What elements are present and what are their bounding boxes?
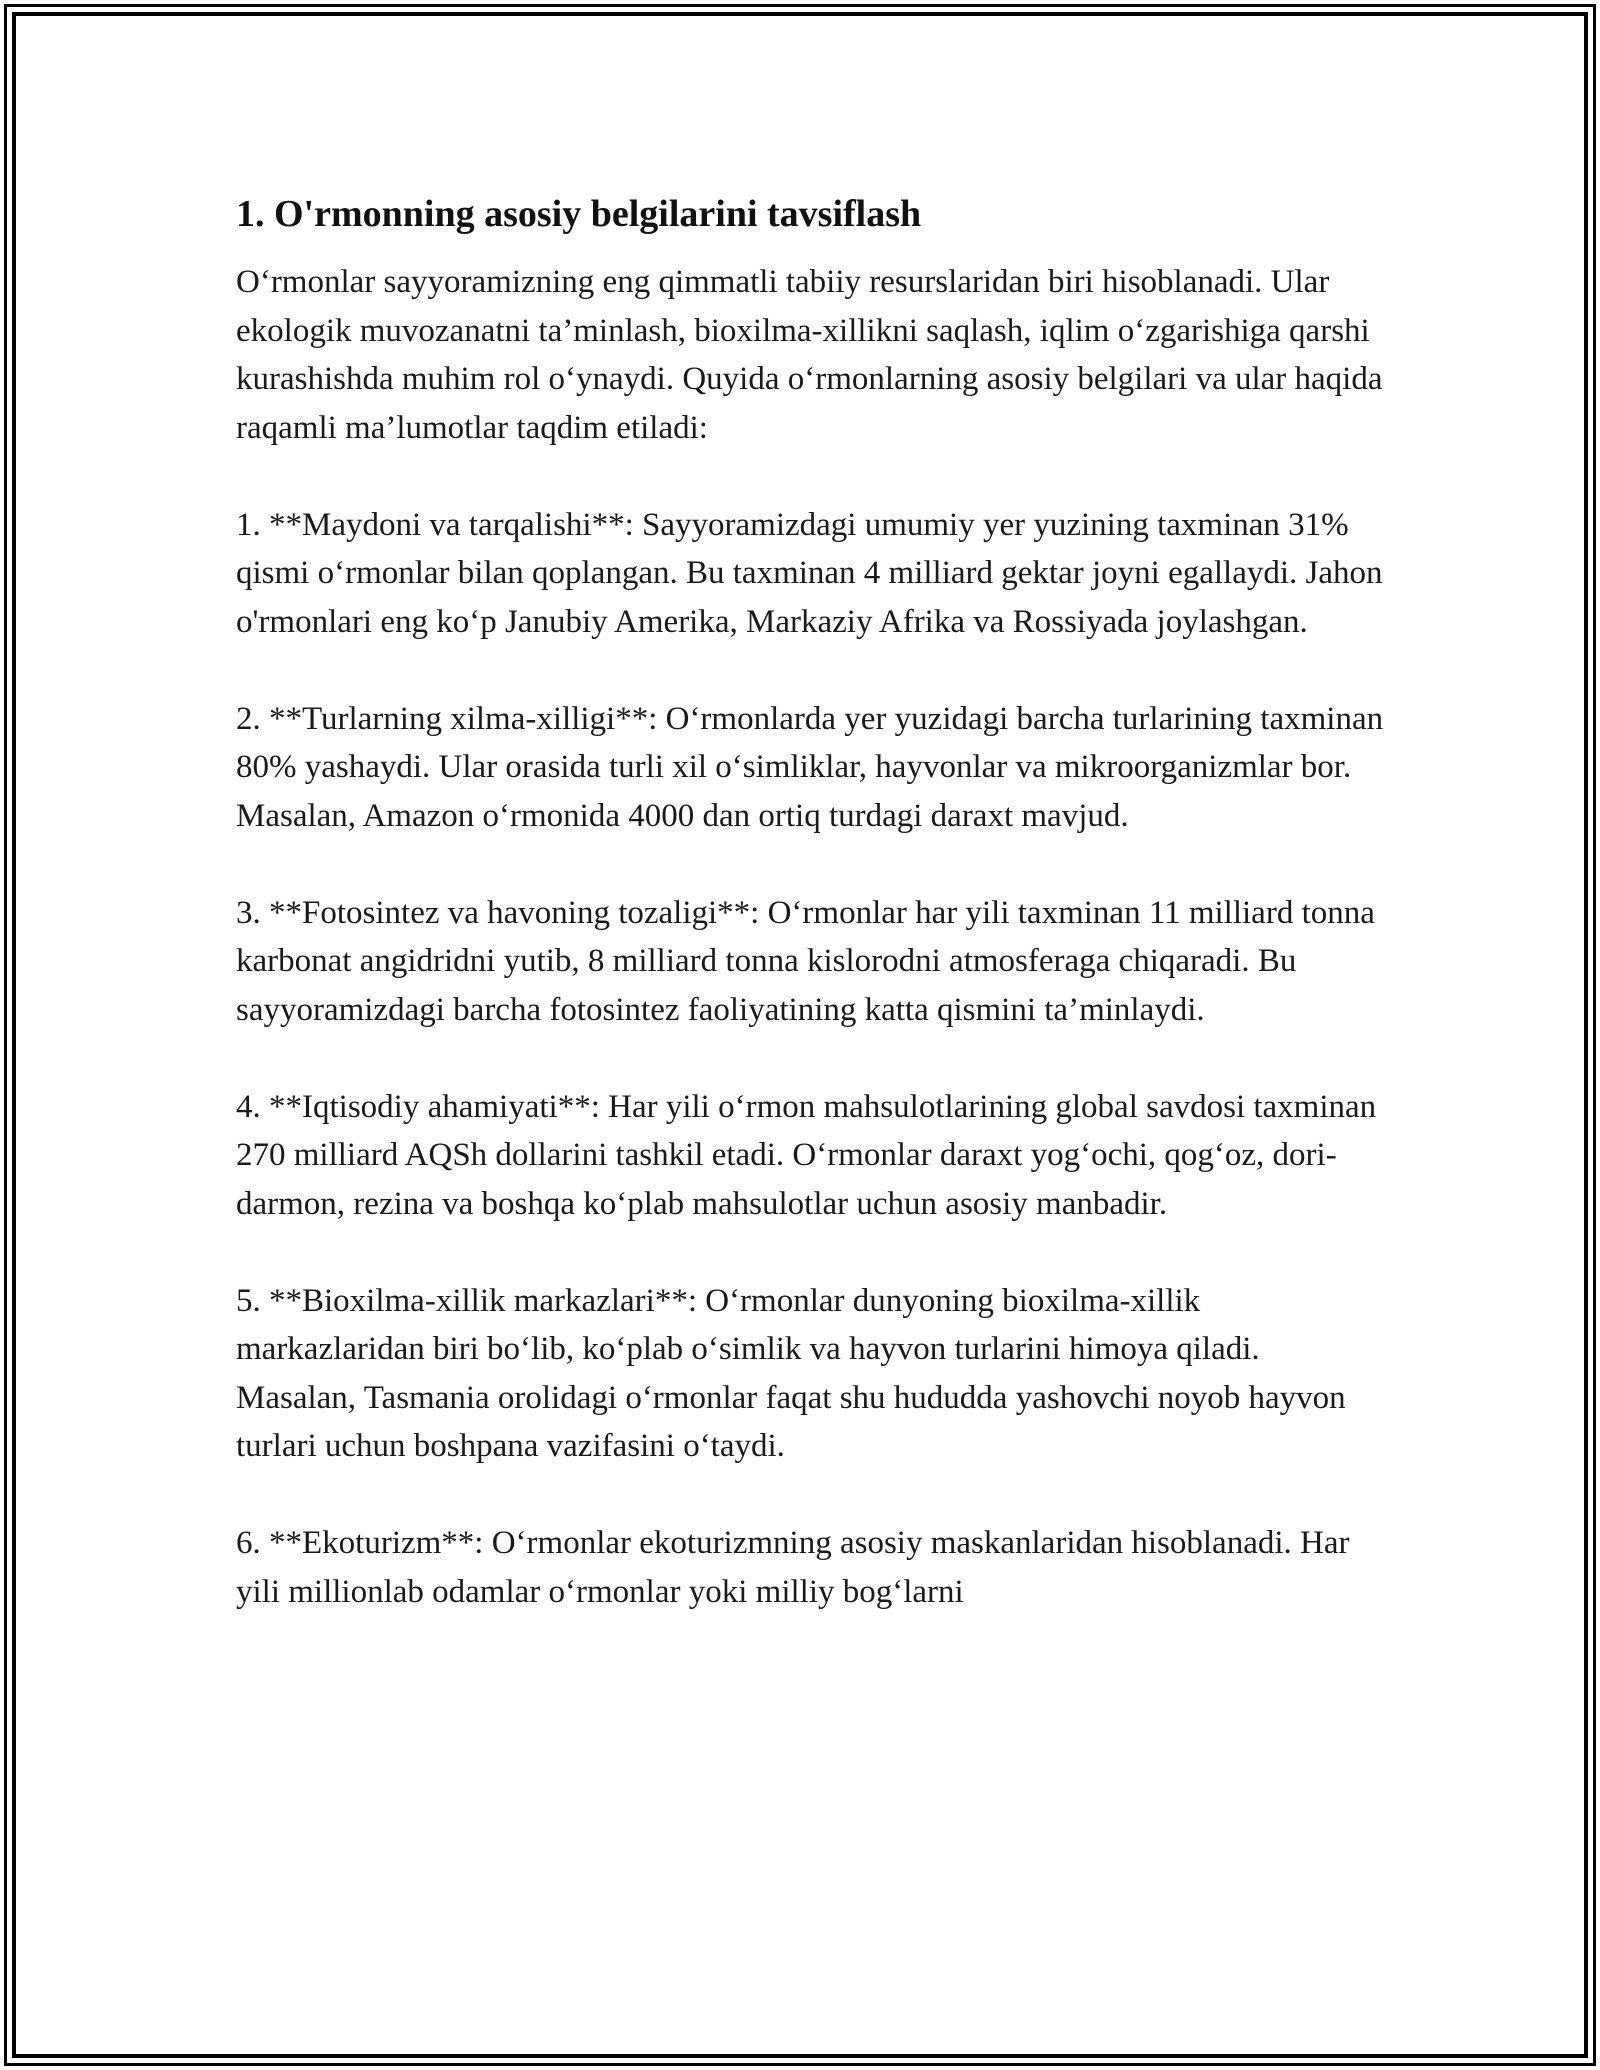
list-item-ecotourism: 6. **Ekoturizm**: O‘rmonlar ekoturizmning asosiy maskanlaridan hisoblanadi. Har yili millionlab odamlar o‘rmonlar yoki milliy bog‘larni — [236, 1525, 1350, 1610]
list-item-photosynthesis: 3. **Fotosintez va havoning tozaligi**: O‘rmonlar har yili taxminan 11 milliard tonna karbonat angidridni yutib, 8 milliard tonna kislorodni atmosferaga chiqaradi. Bu sayyoramizdagi barcha fotosintez faoliyatining katta qismini ta’minlaydi. — [236, 894, 1375, 1028]
list-item-area: 1. **Maydoni va tarqalishi**: Sayyoramizdagi umumiy yer yuzining taxminan 31% qismi o‘rmonlar bilan qoplangan. Bu taxminan 4 milliard gektar joyni egallaydi. Jahon o'rmonlari eng ko‘p Janubiy Amerika, Markaziy Afrika va Rossiyada joylashgan. — [236, 506, 1383, 640]
list-item-economy: 4. **Iqtisodiy ahamiyati**: Har yili o‘rmon mahsulotlarining global savdosi taxminan 270 milliard AQSh dollarini tashkil etadi. O‘rmonlar daraxt yog‘ochi, qog‘oz, dori-darmon, rezina va boshqa ko‘plab mahsulotlar uchun asosiy manbadir. — [236, 1088, 1377, 1222]
list-item-biodiversity: 5. **Bioxilma-xillik markazlari**: O‘rmonlar dunyoning bioxilma-xillik markazlaridan biri bo‘lib, ko‘plab o‘simlik va hayvon turlarini himoya qiladi. Masalan, Tasmania orolidagi o‘rmonlar faqat shu hududda yashovchi noyob hayvon turlari uchun boshpana vazifasini o‘taydi. — [236, 1282, 1346, 1464]
document-title: 1. O'rmonning asosiy belgilarini tavsiflash — [236, 193, 922, 235]
document-body — [236, 188, 1386, 1665]
list-item-species: 2. **Turlarning xilma-xilligi**: O‘rmonlarda yer yuzidagi barcha turlarining taxminan 80% yashaydi. Ular orasida turli xil o‘simliklar, hayvonlar va mikroorganizmlar bor. Masalan, Amazon o‘rmonida 4000 dan ortiq turdagi daraxt mavjud. — [236, 700, 1384, 834]
intro-paragraph: O‘rmonlar sayyoramizning eng qimmatli tabiiy resurslaridan biri hisoblanadi. Ular ekologik muvozanatni ta’minlash, bioxilma-xillikni saqlash, iqlim o‘zgarishiga qarshi kurashishda muhim rol o‘ynaydi. Quyida o‘rmonlarning asosiy belgilari va ular haqida raqamli ma’lumotlar taqdim etiladi: — [236, 264, 1383, 446]
